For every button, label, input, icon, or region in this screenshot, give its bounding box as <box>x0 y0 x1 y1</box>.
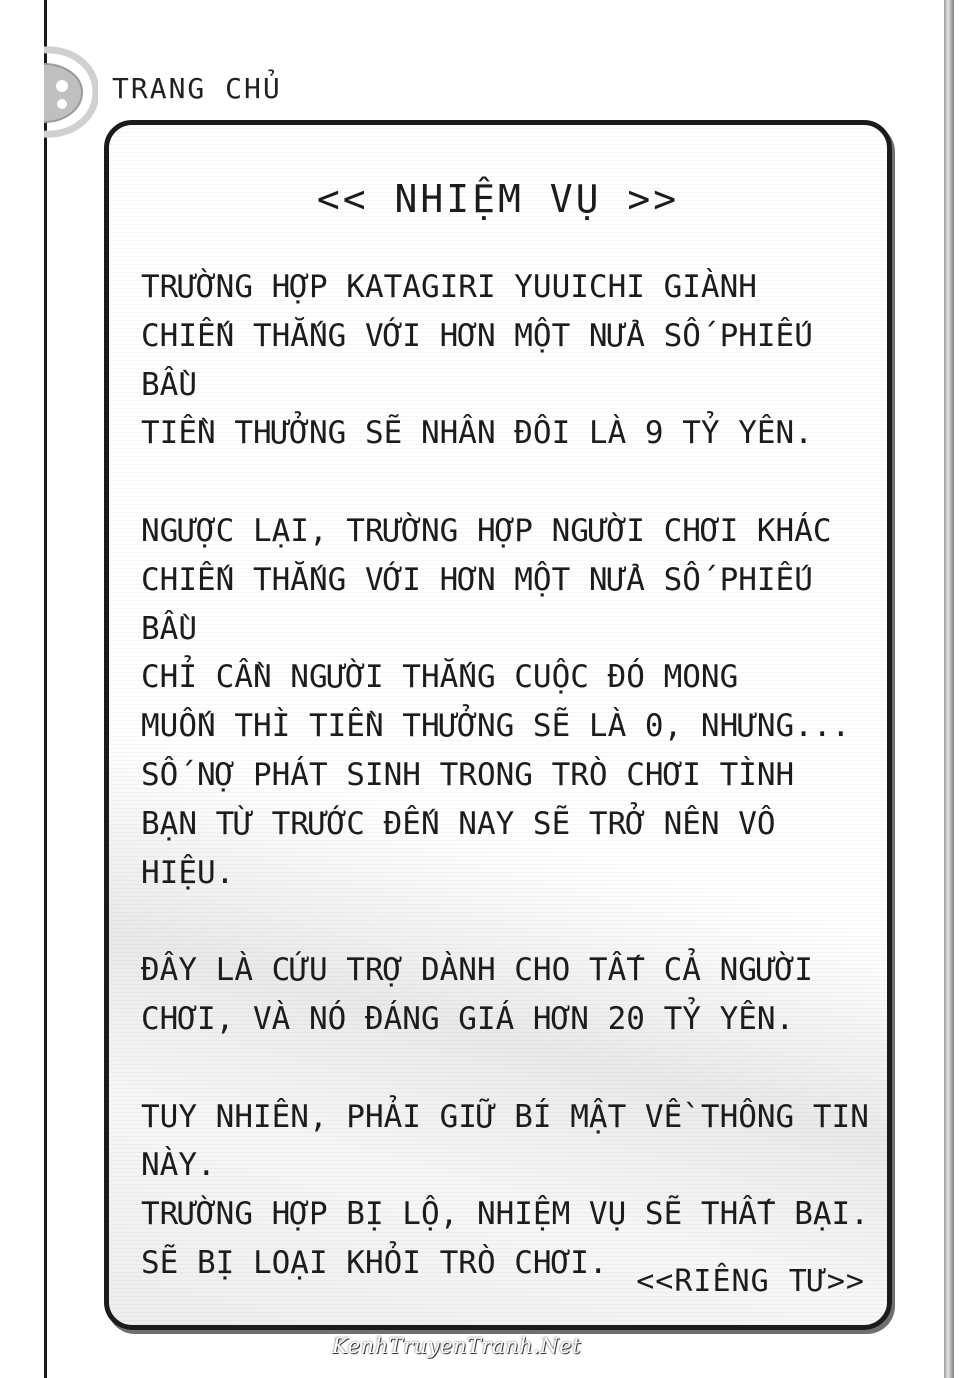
message-line: SẼ BỊ LOẠI KHỎI TRÒ CHƠI. <box>141 1244 608 1281</box>
message-line: MUỐN THÌ TIỀN THƯỞNG SẼ LÀ 0, NHƯNG... <box>141 708 851 745</box>
message-line: CHIẾN THẮNG VỚI HƠN MỘT NỬA SỐ PHIẾU <box>141 561 813 598</box>
message-line: SỐ NỢ PHÁT SINH TRONG TRÒ CHƠI TÌNH <box>141 756 795 793</box>
message-line: CHIẾN THẮNG VỚI HƠN MỘT NỬA SỐ PHIẾU <box>141 317 813 354</box>
message-line: BẦU <box>141 366 197 403</box>
quest-message <box>141 263 877 1288</box>
message-line: TUY NHIÊN, PHẢI GIỮ BÍ MẬT VỀ THÔNG TIN <box>141 1098 869 1135</box>
message-line: TRƯỜNG HỢP BỊ LỘ, NHIỆM VỤ SẼ THẤT BẠI. <box>141 1196 869 1233</box>
page-border-left <box>44 0 47 1378</box>
quest-title: << NHIỆM VỤ >> <box>316 177 680 221</box>
home-nav-link[interactable]: TRANG CHỦ <box>112 72 282 105</box>
watermark: KenhTruyenTranh.Net <box>332 1334 582 1358</box>
paragraph-spacer <box>141 897 877 946</box>
paragraph-spacer <box>141 458 877 507</box>
message-line: TIỀN THƯỞNG SẼ NHÂN ĐÔI LÀ 9 TỶ YÊN. <box>141 415 813 452</box>
private-button[interactable]: <<RIÊNG TƯ>> <box>636 1264 865 1299</box>
skull-icon <box>42 40 98 144</box>
message-line: TRƯỜNG HỢP KATAGIRI YUUICHI GIÀNH <box>141 269 757 305</box>
message-line: NGƯỢC LẠI, TRƯỜNG HỢP NGƯỜI CHƠI KHÁC <box>141 512 832 549</box>
message-line: CHỈ CẦN NGƯỜI THẮNG CUỘC ĐÓ MONG <box>141 659 739 696</box>
message-line: NÀY. <box>141 1147 216 1184</box>
message-line: CHƠI, VÀ NÓ ĐÁNG GIÁ HƠN 20 TỶ YÊN. <box>141 1000 795 1037</box>
message-line: HIỆU. <box>141 854 235 891</box>
page-border-right <box>944 0 954 1378</box>
message-line: ĐÂY LÀ CỨU TRỢ DÀNH CHO TẤT CẢ NGƯỜI <box>141 952 813 989</box>
paragraph-spacer <box>141 1044 877 1093</box>
quest-window <box>104 120 892 1330</box>
message-line: BẦU <box>141 610 197 647</box>
message-line: BẠN TỪ TRƯỚC ĐẾN NAY SẼ TRỞ NÊN VÔ <box>141 805 776 842</box>
